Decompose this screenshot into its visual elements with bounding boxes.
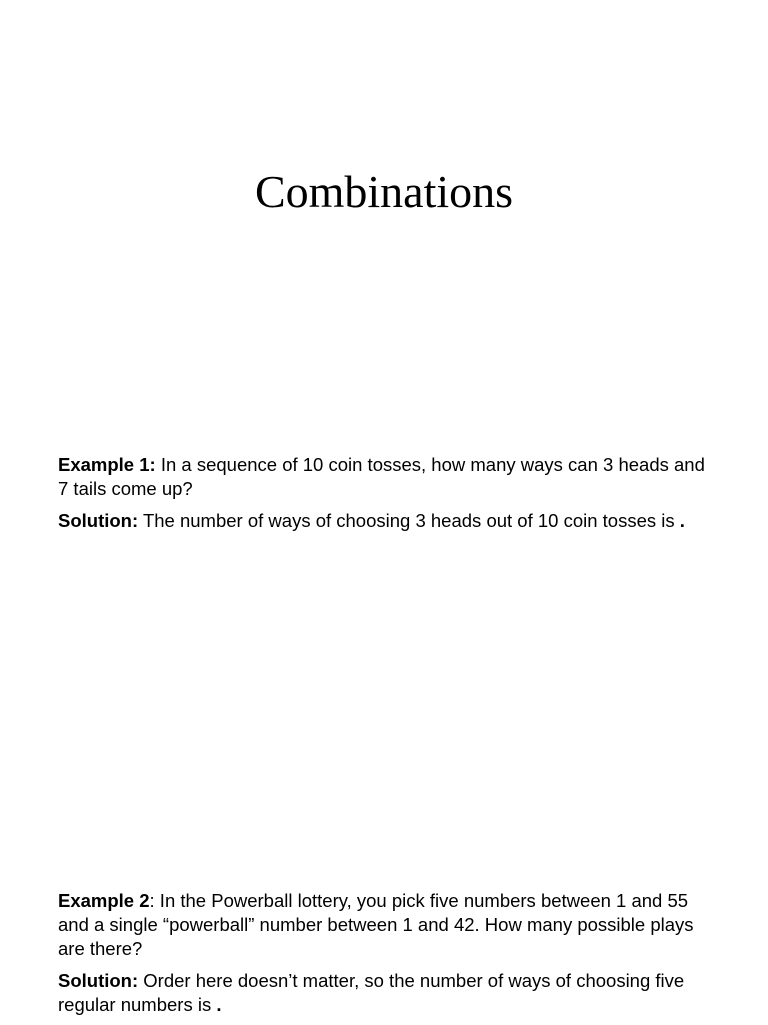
solution-1-label: Solution: xyxy=(58,510,139,531)
solution-1-end: . xyxy=(679,510,685,531)
solution-2-text: Order here doesn’t matter, so the number of ways of choosing five regular numbers is xyxy=(58,970,685,1015)
example-1-label: Example 1: xyxy=(58,454,156,475)
solution-2-end: . xyxy=(216,994,222,1015)
example-2-label: Example 2 xyxy=(58,890,150,911)
example-1-paragraph xyxy=(58,453,720,501)
example-2-paragraph xyxy=(58,889,720,961)
example-2-text: : In the Powerball lottery, you pick five numbers between 1 and 55 and a single “powerball” number between 1 and 42. How many possible plays are there? xyxy=(58,890,694,959)
solution-2-label: Solution: xyxy=(58,970,139,991)
example-1-text: In a sequence of 10 coin tosses, how many ways can 3 heads and 7 tails come up? xyxy=(58,454,705,499)
solution-2-paragraph xyxy=(58,969,720,1017)
example-2-block xyxy=(58,889,720,1025)
solution-1-text: The number of ways of choosing 3 heads out of 10 coin tosses is xyxy=(138,510,680,531)
solution-1-paragraph xyxy=(58,509,720,533)
slide-title: Combinations xyxy=(254,166,514,217)
example-1-block xyxy=(58,453,720,541)
